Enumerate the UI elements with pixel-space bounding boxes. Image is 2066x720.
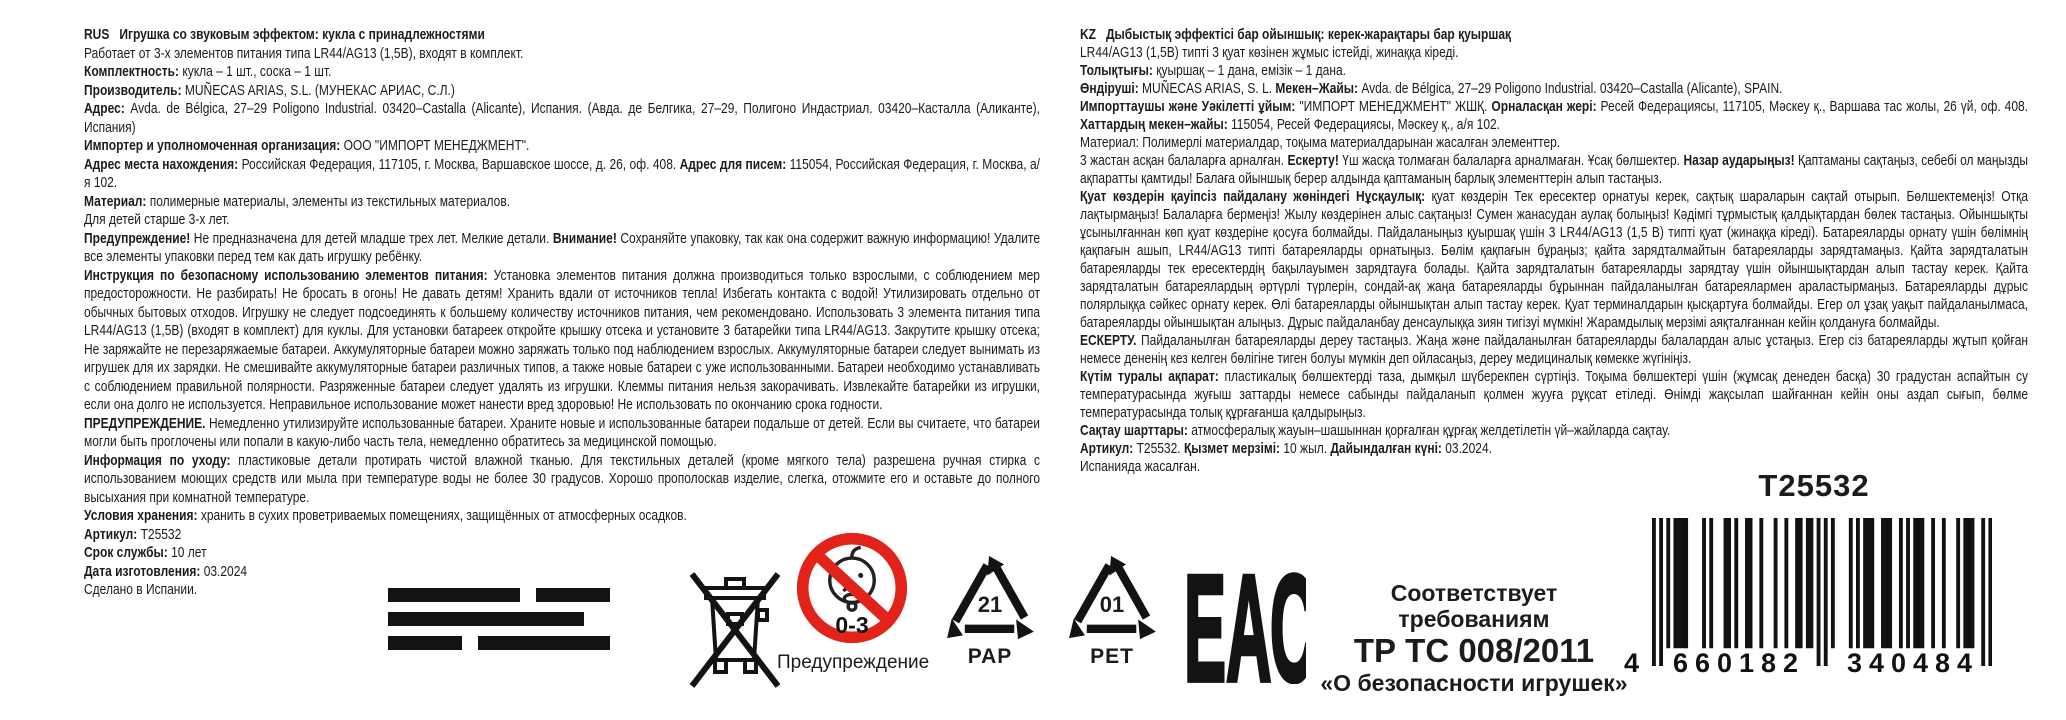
paragraph: Для детей старше 3-х лет.: [84, 211, 230, 228]
compliance-statement: [1318, 580, 1630, 696]
paragraph: Работает от 3-х элементов питания типа LR44/AG13 (1,5В), входят в комплект.: [84, 44, 524, 62]
warning-label: Предупреждение: [777, 652, 930, 673]
age-warning-sign: [777, 530, 930, 674]
compliance-line3: «О безопасности игрушек»: [1320, 670, 1628, 696]
paragraph: Испанияда жасалған.: [1080, 458, 1201, 475]
paragraph: Материал: Полимерлі материалдар, тоқыма материалдарынан жасалған элементтер.: [1080, 134, 1561, 151]
dashes-mark: [388, 588, 628, 650]
paragraph: Сделано в Испании.: [84, 581, 198, 598]
paragraph: LR44/AG13 (1,5В) типті 3 қуат көзінен жұмыс істейді, жинаққа кіреді.: [1080, 44, 1459, 61]
barcode-digit-group: 660182: [1672, 648, 1806, 678]
paragraph: Адрес: Avda. de Bélgica, 27–29 Poligono Industrial. 03420–Castalla (Alicante), Испания. (Авда. де Белгика, 27–29, Полигоно Индастриал. 03420–Касталла (Аликанте), Испания): [84, 100, 1040, 136]
paragraph: Импорттаушы және Уәкілетті ұйым: "ИМПОРТ МЕНЕДЖМЕНТ" ЖШҚ. Орналасқан жері: Ресей Федерациясы, 117105, Мәскеу қ., Варшава тас жолы, 26 үй, оф. 408. Хаттардың мекен–жайы: 115054, Ресей Федерациясы, Мәскеу қ., а/я 102.: [1080, 98, 2029, 133]
barcode-digit-group: 4: [1624, 648, 1640, 678]
article-code-big: T25532: [1758, 468, 1870, 503]
paragraph: Күтім туралы ақпарат: пластикалық бөлшектерді таза, дымқыл шүберекпен сүртіңіз. Тоқыма бөлшектері үшін (жұмсақ денеден басқа) 30 градустан аспайтын су температурасында жуғыш заттарды немесе сабынды пайдаланып қолмен жууға рұқсат етіледі. Өнімді жақсылап шайғаннан кейін оны аздап сығып, бөлме температурасында толық құрғағанша қалдырыңыз.: [1080, 368, 2028, 421]
paragraph: Өндіруші: MUÑECAS ARIAS, S. L. Мекен–Жайы: Avda. de Bélgica, 27–29 Poligono Industrial. 03420–Castalla (Alicante), SPAIN.: [1080, 80, 1783, 97]
rus-text-column: [84, 26, 1040, 600]
paragraph: Производитель: MUÑECAS ARIAS, S.L. (МУНЕКАС АРИАС, С.Л.): [84, 81, 455, 99]
barcode-digits: [1624, 648, 2000, 679]
compliance-line1: Соответствует требованиям: [1390, 580, 1558, 632]
paragraph: Комплектность: кукла – 1 шт., соска – 1 шт.: [84, 63, 332, 80]
eac-text: ЕАС: [1184, 556, 1306, 684]
paragraph: Қуат көздерін қауіпсіз пайдалану жөніндегі Нұсқаулық: қуат көздерін Тек ересектер орнатуы керек, сақтық шараларын сақтай отырып. Бөлшектемеңіз! Отқа лақтырмаңыз! Балаларға бермеңіз! Жылу көздерінен алыс сақтаңыз! Сумен жанасудан аулақ болыңыз! Кәдімгі тұрмыстық қалдықтардан бөлек тастаңыз. Ойыншықты ұсынылғаннан көп қуат көздеріне қосуға болмайды. Пайдаланыңыз қуыршақ үшін 3 LR44/AG13 (1,5 В) типті қуат (жинаққа кіреді). Батареяларды орнату үшін бөлімнің қақпағын ашып, LR44/AG13 типті батареяларды орнатыңыз. Бөлім қақпағын бұраңыз; қайта зарядталмайтын батареяларды зарядтамаңыз. Қайта зарядталатын батареяларды тек ересектердің бақылауымен зарядтауға болады. Қайта зарядталатын батареяларды зарядтау үшін ойыншықтардан алып тастау керек. Қайта зарядталатын батареялардың әртүрлі түрлерін, сондай-ақ жаңа батареяларды бұрыннан пайдаланылған батареялармен араластырмаңыз. Батареяларды дұрыс полярлыққа сәйкес орнату керек. Өлі батареяларды ойыншықтан алып тастау керек. Қуат терминалдарын қысқартуға болмайды. Егер ол ұзақ уақыт пайдаланылмаса, батареяларды ойыншықтан алыңыз. Дұрыс пайдаланбау денсаулыққа зиян тигізуі мүмкін! Жарамдылық мерзімі аяқталғаннан кейін қолдануға болмайды.: [1080, 188, 2028, 331]
paragraph: Артикул: T25532. Қызмет мерзімі: 10 жыл. Дайындалған күні: 03.2024.: [1080, 440, 1492, 457]
paragraph: Материал: полимерные материалы, элементы из текстильных материалов.: [84, 192, 511, 210]
recycle-pap-mark: [942, 556, 1038, 669]
eac-logo-icon: [1184, 556, 1306, 684]
paragraph: ПРЕДУПРЕЖДЕНИЕ. Немедленно утилизируйте использованные батареи. Храните новые и использованные батареи подальше от детей. Если вы считаете, что батареи могли быть проглочены или попали в какую-либо часть тела, немедленно обратитесь за медицинской помощью.: [84, 414, 1041, 450]
crossed-wheeled-bin-icon: [688, 552, 780, 692]
recycle-pet-mark: [1064, 556, 1160, 669]
paragraph: Импортер и уполномоченная организация: ООО "ИМПОРТ МЕНЕДЖМЕНТ".: [84, 137, 530, 154]
paragraph: Артикул: T25532: [84, 525, 182, 543]
barcode-digit-group: 340484: [1846, 648, 1980, 678]
paragraph: Условия хранения: хранить в сухих проветриваемых помещениях, защищённых от атмосферных осадков.: [84, 507, 687, 524]
paragraph: 3 жастан асқан балаларға арналған. Ескерту! Үш жасқа толмаған балаларға арналмаған. Ұсақ бөлшектер. Назар аударыңыз! Қаптаманы сақтаңыз, себебі ол маңызды ақпаратты қамтиды! Балаға ойыншық берер алдында қаптаманың барлық элементтерін алып тастаңыз.: [1080, 152, 2028, 187]
recycle-code: PAP: [967, 645, 1013, 668]
eac-mark: [1184, 556, 1306, 689]
paragraph: Инструкция по безопасному использованию элементов питания: Установка элементов питания должна производиться только взрослыми, с соблюдением мер предосторожности. Не разбирать! Не бросать в огонь! Не давать детям! Хранить вдали от источников тепла! Избегать контакта с водой! Утилизировать отдельно от обычных бытовых отходов. Игрушку не следует подсоединять к большему количеству источников питания, чем рекомендовано. Использовать 3 элемента питания типа LR44/AG13 (1,5В) (входят в комплект) для куклы. Для установки батареек откройте крышку отсека и установите 3 батарейки типа LR44/AG13. Закрутите крышку отсека; Не заряжайте не перезаряжаемые батареи. Аккумуляторные батареи можно заряжать только под наблюдением взрослых. Аккумуляторные батареи следует вынимать из игрушек для их зарядки. Не смешивайте аккумуляторные батареи различных типов, а также новые батареи с уже использованными. Батареи необходимо устанавливать с соблюдением правильной полярности. Разряженные батареи следует удалять из игрушки. Клеммы питания нельзя закорачивать. Извлекайте батарейки из игрушки, если она долго не используется. Неправильное использование может нанести вред здоровью! Не использовать по окончанию срока годности.: [84, 266, 1040, 413]
paragraph: Срок службы: 10 лет: [84, 544, 207, 561]
paragraph: Адрес места нахождения: Российская Федерация, 117105, г. Москва, Варшавское шоссе, д. 26, оф. 408. Адрес для писем: 115054, Российская Федерация, г. Москва, а/я 102.: [84, 155, 1040, 191]
ean13-barcode: [1652, 518, 1992, 666]
paragraph: Информация по уходу: пластиковые детали протирать чистой влажной тканью. Для текстильных деталей (кроме мягкого тела) разрешена ручная стирка с использованием моющих средств или мыла при температуре воды не более 30 градусов. Хорошо прополоскав изделие, слегка, отожмите его и оставьте до полного высыхания при комнатной температуре.: [84, 451, 1041, 506]
age-mark-text: 0-3: [835, 612, 869, 638]
paragraph: Дата изготовления: 03.2024: [84, 562, 248, 580]
kz-text-column: [1080, 26, 2028, 476]
paragraph: Толықтығы: қуыршақ – 1 дана, емізік – 1 дана.: [1080, 62, 1346, 79]
recycle-code: PET: [1090, 645, 1134, 668]
paragraph: RUS Игрушка со звуковым эффектом: кукла с принадлежностями: [84, 26, 485, 43]
paragraph: KZ Дыбыстық эффектісі бар ойыншық: керек-жарақтары бар қуыршақ: [1080, 26, 1512, 43]
paragraph: Сақтау шарттары: атмосфералық жауын–шашыннан қорғалған құрғақ желдетілетін үй–жайларда сақтау.: [1080, 422, 1671, 439]
compliance-line2: ТР ТС 008/2011: [1353, 632, 1595, 669]
paragraph: Предупреждение! Не предназначена для детей младше трех лет. Мелкие детали. Внимание! Сохраняйте упаковку, так как она содержит важную информацию! Удалите все элементы упаковки перед тем как дать игрушку ребёнку.: [84, 229, 1040, 265]
paragraph: ЕСКЕРТУ. Пайдаланылған батареяларды дереу тастаңыз. Жаңа және пайдаланылған батареяларды балалардан алыс ұстаңыз. Егер сіз батареяларды жұтып қойған немесе дененің кез келген бөлігіне тиген болуы мүмкін деп ойласаңыз, дереу медициналық көмекке жүгініңіз.: [1080, 332, 2028, 367]
recycle-number: 21: [977, 592, 1003, 617]
recycle-number: 01: [1099, 592, 1125, 617]
